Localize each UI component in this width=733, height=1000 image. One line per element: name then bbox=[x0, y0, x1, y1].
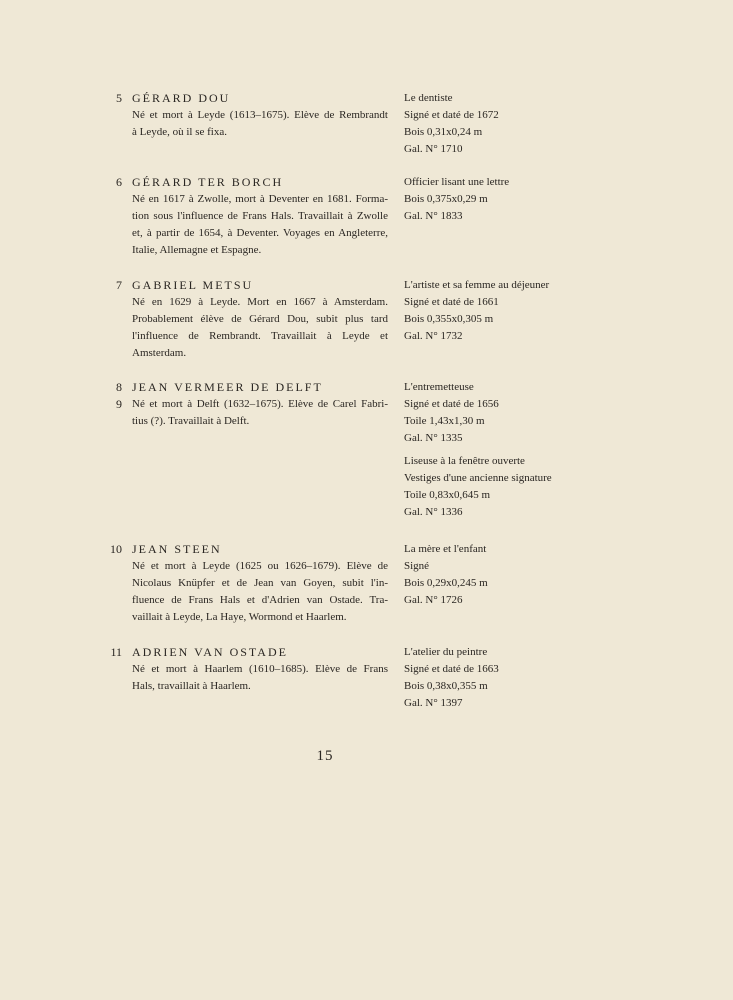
bio-line: Né en 1617 à Zwolle, mort à Deventer en 1681. Forma- bbox=[132, 193, 388, 205]
artwork-title: Officier lisant une lettre bbox=[404, 176, 510, 188]
gallery-number: Gal. N° 1710 bbox=[404, 143, 463, 155]
artwork-dimensions: Bois 0,375x0,29 m bbox=[404, 193, 488, 205]
bio-line: et, à partir de 1654, à Deventer. Voyages en Angleterre, bbox=[132, 227, 388, 239]
bio-line: tion sous l'influence de Frans Hals. Travaillait à Zwolle bbox=[132, 210, 388, 222]
artwork-dimensions: Bois 0,29x0,245 m bbox=[404, 577, 488, 589]
artwork-title: Liseuse à la fenêtre ouverte bbox=[404, 455, 525, 467]
artist-name: GABRIEL METSU bbox=[132, 278, 254, 292]
artwork-signature: Vestiges d'une ancienne signature bbox=[404, 472, 552, 484]
entry-number: 9 bbox=[116, 397, 122, 411]
artwork-dimensions: Toile 1,43x1,30 m bbox=[404, 415, 485, 427]
entry-number: 6 bbox=[116, 175, 122, 189]
artwork-title: L'artiste et sa femme au déjeuner bbox=[404, 279, 550, 291]
artwork-details bbox=[404, 541, 604, 609]
bio-line: l'influence de Rembrandt. Travaillait à Leyde et bbox=[132, 330, 388, 342]
artist-biography bbox=[132, 661, 388, 695]
page-number: 15 bbox=[316, 748, 334, 764]
artwork-details bbox=[404, 644, 604, 712]
bio-line: Italie, Allemagne et Espagne. bbox=[132, 244, 262, 256]
entry-number: 11 bbox=[110, 645, 122, 659]
bio-line: Né et mort à Delft (1632–1675). Elève de Carel Fabri- bbox=[132, 398, 388, 410]
bio-line: Né en 1629 à Leyde. Mort en 1667 à Amsterdam. bbox=[132, 296, 388, 308]
artwork-dimensions: Bois 0,38x0,355 m bbox=[404, 680, 488, 692]
bio-line: à Leyde, où il se fixa. bbox=[132, 126, 227, 138]
artist-name: JEAN VERMEER DE DELFT bbox=[132, 380, 323, 394]
artist-name: GÉRARD DOU bbox=[132, 91, 231, 105]
bio-line: Probablement élève de Gérard Dou, subit plus tard bbox=[132, 313, 388, 325]
artwork-dimensions: Bois 0,355x0,305 m bbox=[404, 313, 494, 325]
bio-line: tius (?). Travaillait à Delft. bbox=[132, 415, 250, 427]
artist-name: GÉRARD TER BORCH bbox=[132, 175, 284, 189]
entry-number: 10 bbox=[110, 542, 122, 556]
entry-number: 7 bbox=[116, 278, 122, 292]
artist-biography bbox=[132, 191, 388, 259]
artwork-details bbox=[404, 379, 604, 521]
artwork-dimensions: Bois 0,31x0,24 m bbox=[404, 126, 483, 138]
bio-line: Né et mort à Haarlem (1610–1685). Elève de Frans bbox=[132, 663, 388, 675]
artwork-details bbox=[404, 174, 604, 225]
bio-line: Nicolaus Knüpfer et de Jean van Goyen, subit l'in- bbox=[132, 577, 388, 589]
bio-line: Amsterdam. bbox=[132, 347, 187, 359]
artist-biography bbox=[132, 396, 388, 430]
artwork-title: Le dentiste bbox=[404, 92, 453, 104]
artist-biography bbox=[132, 107, 388, 141]
artwork-dimensions: Toile 0,83x0,645 m bbox=[404, 489, 491, 501]
artwork-details bbox=[404, 277, 604, 345]
artist-name: JEAN STEEN bbox=[132, 542, 222, 556]
artwork-signature: Signé bbox=[404, 560, 430, 572]
bio-line: Né et mort à Leyde (1613–1675). Elève de Rembrandt bbox=[132, 109, 388, 121]
gallery-number: Gal. N° 1833 bbox=[404, 210, 463, 222]
bio-line: vaillait à Leyde, La Haye, Wormond et Haarlem. bbox=[132, 611, 347, 623]
artwork-title: L'entremetteuse bbox=[404, 381, 474, 393]
artwork-signature: Signé et daté de 1661 bbox=[404, 296, 499, 308]
gallery-number: Gal. N° 1726 bbox=[404, 594, 463, 606]
artist-biography bbox=[132, 294, 388, 362]
artwork-signature: Signé et daté de 1672 bbox=[404, 109, 499, 121]
bio-line: Né et mort à Leyde (1625 ou 1626–1679). Elève de bbox=[132, 560, 388, 572]
bio-line: fluence de Frans Hals et d'Adrien van Ostade. Tra- bbox=[132, 594, 388, 606]
entry-number: 8 bbox=[116, 380, 122, 394]
artwork-signature: Signé et daté de 1663 bbox=[404, 663, 499, 675]
artwork-details-second bbox=[404, 453, 604, 521]
entry-number: 5 bbox=[116, 91, 122, 105]
artwork-title: L'atelier du peintre bbox=[404, 646, 488, 658]
gallery-number: Gal. N° 1397 bbox=[404, 697, 463, 709]
artist-biography bbox=[132, 558, 388, 626]
bio-line: Hals, travaillait à Haarlem. bbox=[132, 680, 251, 692]
gallery-number: Gal. N° 1336 bbox=[404, 506, 463, 518]
artwork-details bbox=[404, 90, 604, 158]
artwork-title: La mère et l'enfant bbox=[404, 543, 487, 555]
gallery-number: Gal. N° 1732 bbox=[404, 330, 463, 342]
gallery-number: Gal. N° 1335 bbox=[404, 432, 463, 444]
artwork-signature: Signé et daté de 1656 bbox=[404, 398, 499, 410]
artist-name: ADRIEN VAN OSTADE bbox=[132, 645, 288, 659]
